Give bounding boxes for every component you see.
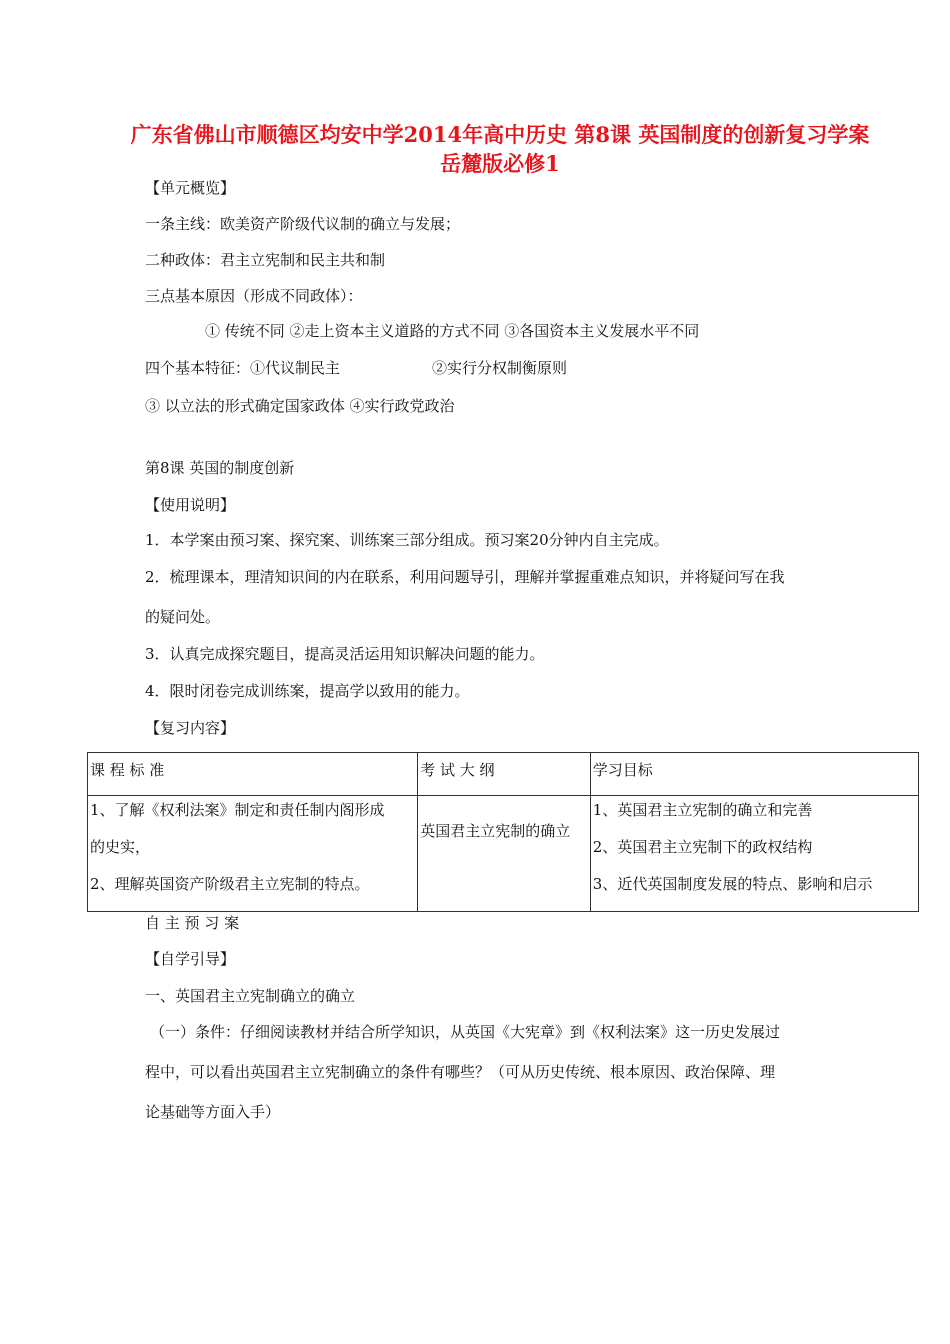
section-1-title: 一、英国君主立宪制确立的确立 <box>145 987 356 1005</box>
question-1-line-a: （一）条件：仔细阅读教材并结合所学知识，从英国《大宪章》到《权利法案》这一历史发展过 <box>150 1023 781 1041</box>
cell-line: 2、理解英国资产阶级君主立宪制的特点。 <box>90 875 370 893</box>
table-header-cell: 考 试 大 纲 <box>418 753 591 796</box>
cell-line: 1、英国君主立宪制的确立和完善 <box>592 801 813 819</box>
document-title: 广东省佛山市顺德区均安中学2014年高中历史 第8课 英国制度的创新复习学案 岳麓版必修1 <box>130 122 870 176</box>
usage-item-2a: 2．梳理课本，理清知识间的内在联系，利用问题导引，理解并掌握重难点知识，并将疑问写在我 <box>145 568 785 586</box>
table-header-cell: 课 程 标 准 <box>88 753 418 796</box>
cell-line: 3、近代英国制度发展的特点、影响和启示 <box>592 875 873 893</box>
table-header-cell: 学习目标 <box>590 753 918 796</box>
usage-item-4: 4．限时闭卷完成训练案，提高学以致用的能力。 <box>145 682 470 700</box>
main-line-text: 一条主线：欧美资产阶级代议制的确立与发展； <box>145 215 461 233</box>
three-reasons-heading: 三点基本原因（形成不同政体）： <box>145 287 363 305</box>
table-cell-standard <box>88 796 418 912</box>
cell-line: 2、英国君主立宪制下的政权结构 <box>592 838 813 856</box>
unit-overview-heading: 【单元概览】 <box>145 179 236 197</box>
four-features-b: ②实行分权制衡原则 <box>432 359 568 377</box>
review-table <box>87 752 919 912</box>
usage-heading: 【使用说明】 <box>145 496 236 514</box>
cell-line: 英国君主立宪制的确立 <box>420 822 571 840</box>
two-regimes-text: 二种政体：君主立宪制和民主共和制 <box>145 251 386 269</box>
self-study-heading: 自 主 预 习 案 <box>145 914 240 932</box>
review-heading: 【复习内容】 <box>145 719 236 737</box>
four-features-a: 四个基本特征：①代议制民主 <box>145 359 341 377</box>
table-row <box>88 796 919 912</box>
usage-item-2b: 的疑问处。 <box>145 608 221 626</box>
lesson-title: 第8课 英国的制度创新 <box>145 459 295 477</box>
question-1-line-c: 论基础等方面入手） <box>145 1103 281 1121</box>
usage-item-1: 1．本学案由预习案、探究案、训练案三部分组成。预习案20分钟内自主完成。 <box>145 531 669 549</box>
usage-item-3: 3．认真完成探究题目，提高灵活运用知识解决问题的能力。 <box>145 645 545 663</box>
table-header-row <box>88 753 919 796</box>
self-study-guide: 【自学引导】 <box>145 950 236 968</box>
four-features-c: ③ 以立法的形式确定国家政体 ④实行政党政治 <box>145 397 455 415</box>
three-reasons-text: ① 传统不同 ②走上资本主义道路的方式不同 ③各国资本主义发展水平不同 <box>205 322 700 340</box>
cell-line: 的史实， <box>90 838 151 856</box>
table-cell-goals <box>590 796 918 912</box>
table-cell-outline <box>418 796 591 912</box>
question-1-line-b: 程中，可以看出英国君主立宪制确立的条件有哪些？（可从历史传统、根本原因、政治保障、理 <box>145 1063 776 1081</box>
cell-line: 1、了解《权利法案》制定和责任制内阁形成 <box>90 801 385 819</box>
